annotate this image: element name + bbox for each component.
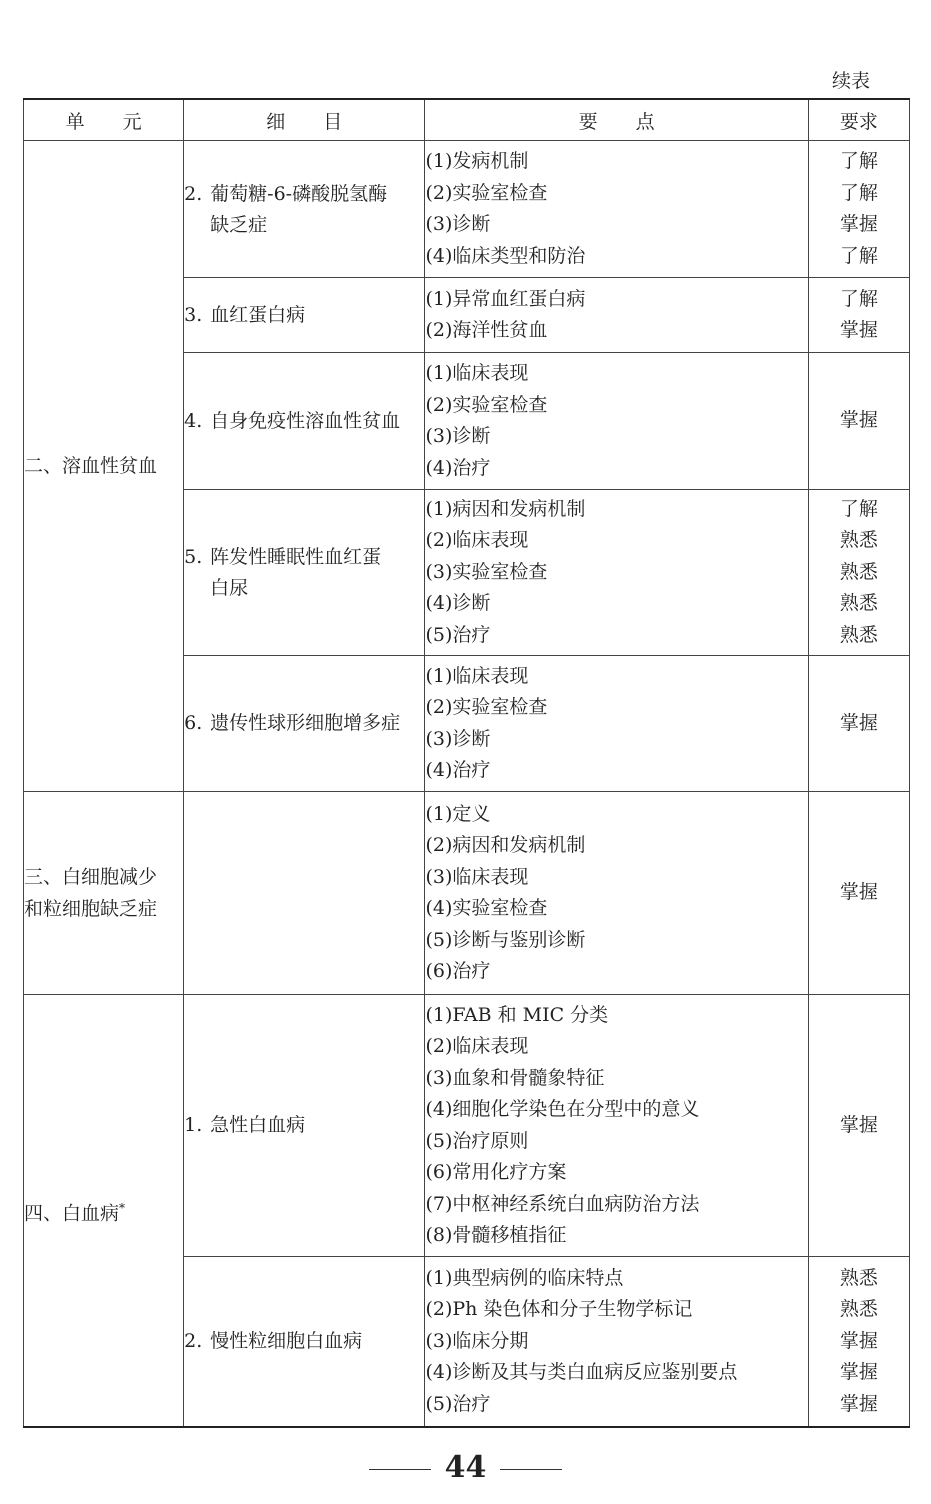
requirement-item: 熟悉	[839, 529, 878, 552]
point-item: (8)骨髓移植指征	[425, 1224, 567, 1246]
detail-title-line: 急性白血病	[210, 1114, 306, 1136]
detail-title-line: 阵发性睡眠性血红蛋	[210, 545, 382, 568]
point-item: (2)实验室检查	[425, 696, 548, 718]
point-item: (1)发病机制	[425, 150, 529, 172]
point-item: (5)诊断与鉴别诊断	[425, 928, 586, 951]
detail-title-line: 自身免疫性溶血性贫血	[210, 409, 401, 432]
table-row	[24, 141, 910, 278]
point-item: (6)治疗	[425, 960, 491, 982]
detail-number: 4.	[184, 409, 203, 432]
requirement-item: 了解	[839, 244, 878, 267]
header-requirement: 要求	[808, 99, 909, 141]
point-item: (4)治疗	[425, 759, 491, 781]
header-detail: 细 目	[184, 99, 425, 141]
unit-cell	[24, 792, 184, 995]
requirement-cell	[808, 1257, 909, 1427]
point-item: (1)异常血红蛋白病	[425, 287, 586, 310]
point-item: (1)典型病例的临床特点	[425, 1266, 624, 1289]
point-item: (1)定义	[425, 802, 491, 825]
requirement-item: 了解	[839, 287, 878, 310]
points-cell	[425, 1257, 808, 1427]
requirement-item: 掌握	[839, 881, 878, 904]
points-cell	[425, 353, 808, 490]
point-item: (3)诊断	[425, 425, 491, 447]
requirement-item: 掌握	[839, 711, 878, 734]
page-number-text: 44	[444, 1450, 487, 1485]
requirement-item: 掌握	[839, 1329, 878, 1352]
detail-cell-empty	[184, 792, 425, 995]
unit-name-text: 四、白血病	[24, 1201, 120, 1224]
unit-name-line: 三、白细胞减少	[24, 866, 158, 888]
unit-cell	[24, 995, 184, 1427]
point-item: (2)临床表现	[425, 1035, 529, 1057]
detail-number: 3.	[184, 303, 203, 326]
requirement-item: 掌握	[839, 319, 878, 341]
point-item: (1)临床表现	[425, 664, 529, 687]
requirement-item: 了解	[839, 181, 878, 204]
requirement-item: 了解	[839, 497, 878, 520]
requirement-item: 掌握	[839, 1392, 878, 1415]
continued-label: 续表	[832, 70, 871, 92]
requirement-cell	[808, 656, 909, 792]
point-item: (4)治疗	[425, 456, 491, 479]
table-header-row	[24, 99, 910, 141]
detail-cell	[184, 353, 425, 490]
points-cell	[425, 995, 808, 1257]
table-row	[24, 792, 910, 995]
point-item: (1)临床表现	[425, 362, 529, 384]
point-item: (3)诊断	[425, 727, 491, 750]
point-item: (3)血象和骨髓象特征	[425, 1066, 605, 1089]
unit-cell	[24, 141, 184, 792]
requirement-item: 掌握	[839, 1113, 878, 1136]
detail-title-line: 葡萄糖-6-磷酸脱氢酶	[210, 183, 388, 205]
unit-name	[24, 1192, 183, 1229]
point-item: (4)实验室检查	[425, 897, 548, 919]
point-item: (7)中枢神经系统白血病防治方法	[425, 1192, 700, 1215]
detail-number: 5.	[184, 545, 203, 568]
detail-number: 1.	[184, 1114, 203, 1136]
requirement-cell	[808, 792, 909, 995]
requirement-item: 掌握	[839, 213, 878, 235]
point-item: (4)诊断	[425, 592, 491, 615]
point-item: (2)Ph 染色体和分子生物学标记	[425, 1298, 693, 1320]
point-item: (4)临床类型和防治	[425, 244, 586, 267]
requirement-cell	[808, 141, 909, 278]
point-item: (3)临床分期	[425, 1329, 529, 1352]
detail-cell	[184, 995, 425, 1257]
detail-cell	[184, 278, 425, 353]
header-unit: 单 元	[24, 99, 184, 141]
points-cell	[425, 278, 808, 353]
requirement-cell	[808, 490, 909, 656]
point-item: (2)病因和发病机制	[425, 834, 586, 856]
point-item: (3)实验室检查	[425, 560, 548, 583]
point-item: (5)治疗	[425, 1392, 491, 1415]
detail-cell	[184, 1257, 425, 1427]
points-cell	[425, 490, 808, 656]
requirement-item: 熟悉	[839, 560, 878, 583]
requirement-cell	[808, 353, 909, 490]
point-item: (6)常用化疗方案	[425, 1161, 567, 1183]
requirement-item: 掌握	[839, 1361, 878, 1383]
point-item: (1)病因和发病机制	[425, 497, 586, 520]
point-item: (5)治疗	[425, 623, 491, 646]
detail-number: 2.	[184, 183, 203, 205]
detail-title-line: 遗传性球形细胞增多症	[210, 712, 401, 734]
page-number	[0, 1450, 931, 1485]
detail-title-line: 慢性粒细胞白血病	[210, 1329, 363, 1352]
header-points: 要 点	[425, 99, 808, 141]
detail-cell	[184, 490, 425, 656]
points-cell	[425, 141, 808, 278]
unit-name-line: 和粒细胞缺乏症	[24, 898, 158, 920]
detail-title-line: 缺乏症	[210, 214, 268, 236]
page-number-rule-left	[369, 1469, 431, 1470]
point-item: (2)海洋性贫血	[425, 319, 548, 341]
detail-number: 6.	[184, 712, 203, 734]
requirement-item: 熟悉	[839, 623, 878, 646]
page-number-rule-right	[500, 1469, 562, 1470]
requirement-item: 熟悉	[839, 1298, 878, 1320]
point-item: (3)诊断	[425, 213, 491, 235]
point-item: (2)实验室检查	[425, 181, 548, 204]
requirement-cell	[808, 278, 909, 353]
detail-cell	[184, 141, 425, 278]
unit-name: 二、溶血性贫血	[24, 455, 158, 477]
syllabus-table	[23, 98, 910, 1428]
detail-title-line: 白尿	[210, 576, 249, 599]
detail-number: 2.	[184, 1329, 203, 1352]
detail-title-line: 血红蛋白病	[210, 303, 306, 326]
requirement-item: 掌握	[839, 409, 878, 432]
point-item: (5)治疗原则	[425, 1129, 529, 1152]
points-cell	[425, 792, 808, 995]
requirement-item: 熟悉	[839, 1266, 878, 1289]
requirement-item: 熟悉	[839, 592, 878, 615]
asterisk-mark: *	[119, 1200, 126, 1215]
point-item: (4)诊断及其与类白血病反应鉴别要点	[425, 1361, 738, 1383]
point-item: (3)临床表现	[425, 865, 529, 888]
table-row	[24, 995, 910, 1257]
requirement-item: 了解	[839, 150, 878, 172]
detail-cell	[184, 656, 425, 792]
point-item: (2)临床表现	[425, 529, 529, 552]
point-item: (1)FAB 和 MIC 分类	[425, 1003, 609, 1026]
requirement-cell	[808, 995, 909, 1257]
point-item: (2)实验室检查	[425, 393, 548, 416]
point-item: (4)细胞化学染色在分型中的意义	[425, 1098, 700, 1120]
points-cell	[425, 656, 808, 792]
